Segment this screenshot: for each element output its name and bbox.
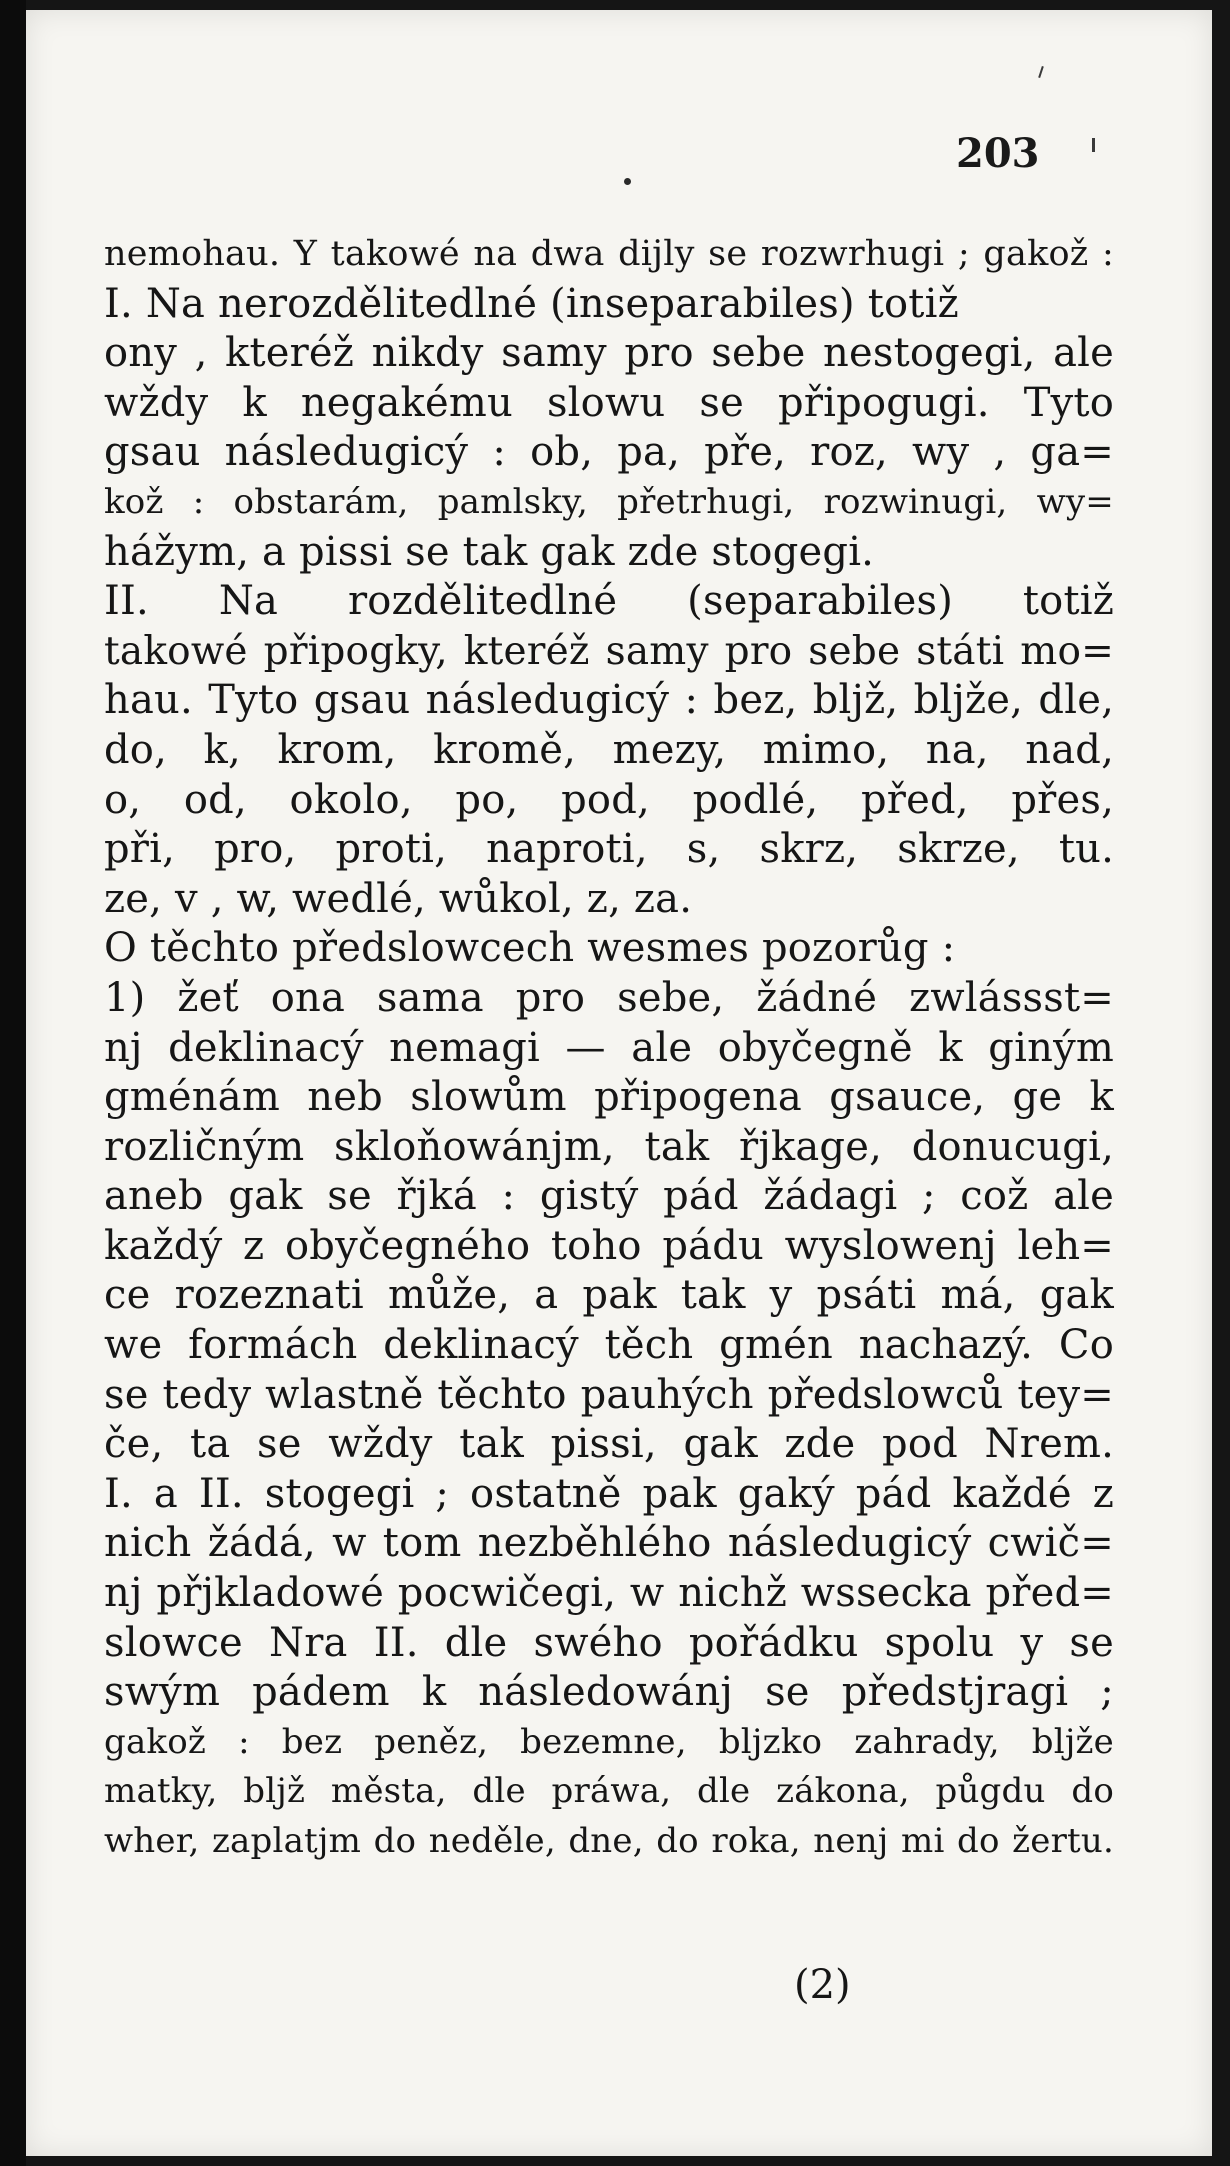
- text-line: aneb gak se řjká : gistý pád žádagi ; což ale: [104, 1173, 1114, 1220]
- text-line: nj přjkladowé pocwičegi, w nichž wssecka před=: [104, 1570, 1114, 1617]
- text-line: wher, zaplatjm do neděle, dne, do roka, nenj mi do žertu.: [104, 1821, 1114, 1861]
- ink-mark: [1038, 66, 1044, 78]
- text-line: slowce Nra II. dle swého pořádku spolu y se: [104, 1619, 1114, 1666]
- text-line: gménám neb slowům připogena gsauce, ge k: [104, 1074, 1114, 1121]
- text-line: gakož : bez peněz, bezemne, bljzko zahrady, bljže: [104, 1721, 1114, 1762]
- text-line: takowé připogky, kteréž samy pro sebe státi mo=: [104, 628, 1114, 674]
- text-line: kož : obstarám, pamlsky, přetrhugi, rozwinugi, wy=: [104, 481, 1114, 522]
- text-line: I. Na nerozdělitedlné (inseparabiles) totiž: [104, 280, 959, 327]
- text-line: každý z obyčegného toho pádu wyslowenj leh=: [104, 1222, 1114, 1269]
- text-line: rozličným skloňowánjm, tak řjkage, donucugi,: [104, 1123, 1114, 1170]
- page-number: 203: [956, 130, 1040, 177]
- text-line: do, k, krom, kromě, mezy, mimo, na, nad,: [104, 726, 1114, 773]
- text-line: při, pro, proti, naproti, s, skrz, skrze, tu.: [104, 826, 1114, 873]
- ink-mark: [1092, 138, 1095, 152]
- text-line: swým pádem k následowánj se předstjragi ;: [104, 1669, 1114, 1716]
- text-line: we formách deklinacý těch gmén nachazý. Co: [104, 1322, 1114, 1369]
- text-line: matky, bljž města, dle práwa, dle zákona, půgdu do: [104, 1771, 1114, 1812]
- ink-dot: [624, 178, 631, 185]
- text-line: ze, v , w, wedlé, wůkol, z, za.: [104, 875, 693, 922]
- signature-mark: (2): [794, 1962, 851, 2008]
- text-line: 1) žeť ona sama pro sebe, žádné zwlássst=: [104, 974, 1114, 1021]
- text-line: če, ta se wždy tak pissi, gak zde pod Nrem.: [104, 1421, 1114, 1468]
- text-line: hau. Tyto gsau následugicý : bez, bljž, bljže, dle,: [104, 677, 1114, 724]
- text-line: wždy k negakému slowu se připogugi. Tyto: [104, 379, 1114, 426]
- text-line: ony , kteréž nikdy samy pro sebe nestogegi, ale: [104, 330, 1114, 377]
- body-text: [104, 230, 1114, 1867]
- text-line: II. Na rozdělitedlné (separabiles) totiž: [104, 578, 1114, 625]
- text-line: O těchto předslowcech wesmes pozorůg :: [104, 925, 956, 972]
- text-line: ce rozeznati může, a pak tak y psáti má, gak: [104, 1272, 1114, 1319]
- text-line: o, od, okolo, po, pod, podlé, před, přes,: [104, 776, 1114, 823]
- text-line: nemohau. Y takowé na dwa dijly se rozwrhugi ; gakož :: [104, 234, 1114, 274]
- text-line: se tedy wlastně těchto pauhých předslowců tey=: [104, 1371, 1114, 1418]
- book-page: [26, 10, 1212, 2156]
- text-line: nj deklinacý nemagi — ale obyčegně k giným: [104, 1024, 1114, 1071]
- text-line: nich žádá, w tom nezběhlého následugicý cwič=: [104, 1520, 1114, 1567]
- book-spine: [0, 0, 26, 2166]
- text-line: I. a II. stogegi ; ostatně pak gaký pád každé z: [104, 1470, 1114, 1517]
- text-line: gsau následugicý : ob, pa, pře, roz, wy , ga=: [104, 429, 1114, 476]
- text-line: hážym, a pissi se tak gak zde stogegi.: [104, 528, 875, 575]
